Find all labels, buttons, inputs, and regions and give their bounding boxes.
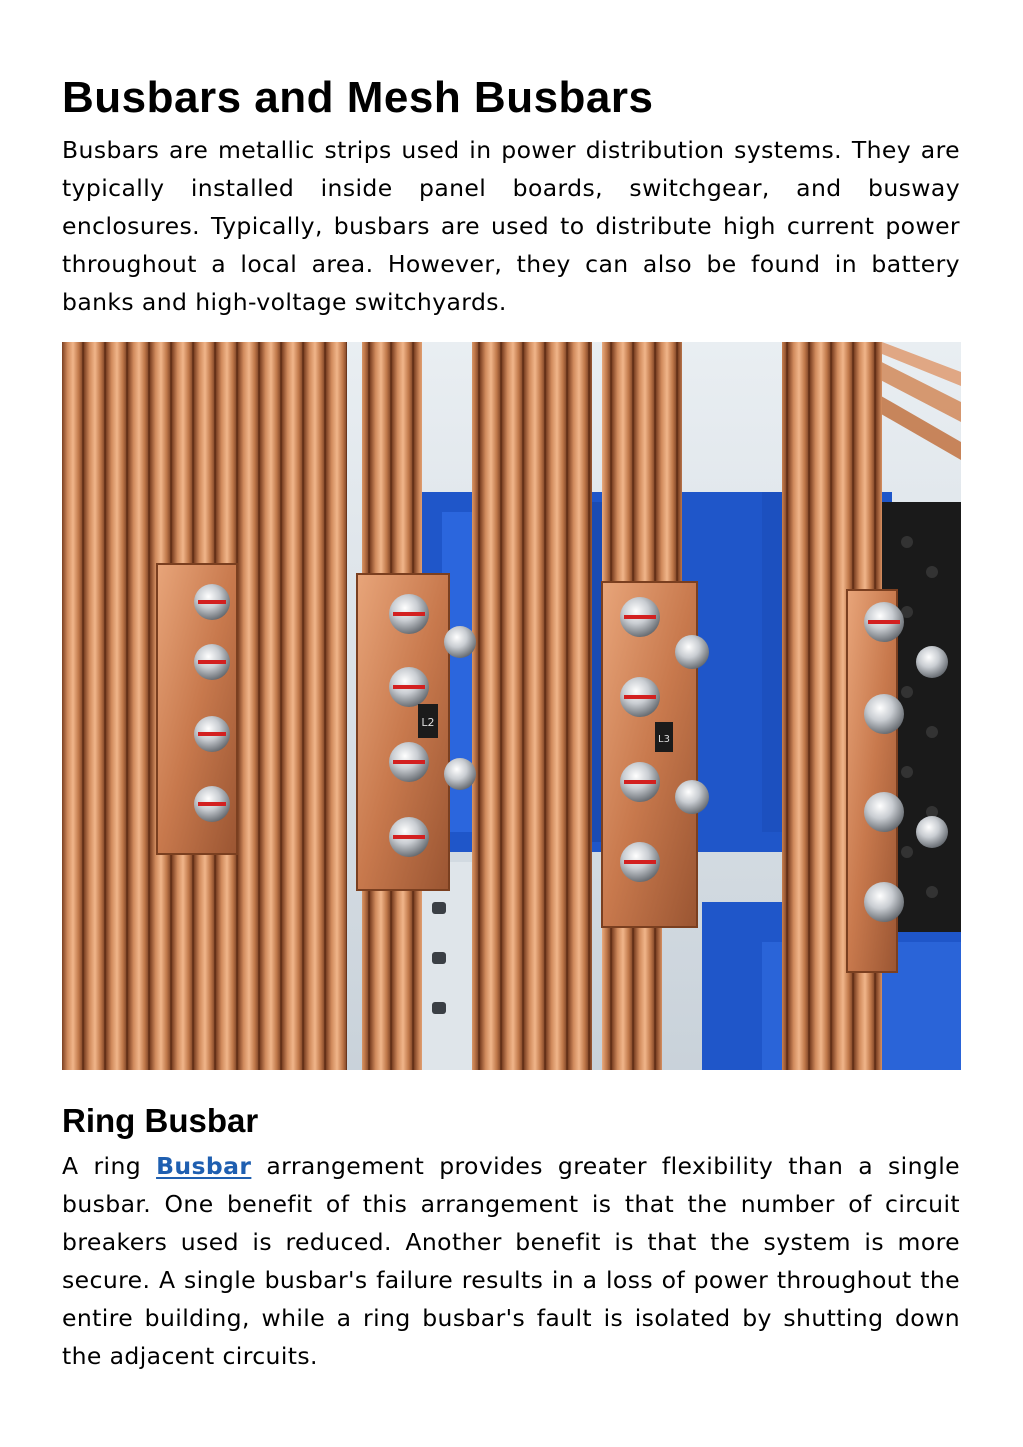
phase-label-l2: L2 [421,716,435,729]
ring-text-after-link: arrangement provides greater flexibility than a single busbar. One benefit of this arrangement is that the number of circuit breakers used is reduced. Another benefit is that the system is more secure. A single busbar's failure results in a loss of power throughout the entire building, while a ring busbar's fault is isolated by shutting down the adjacent circuits. [62,1152,960,1370]
ring-busbar-paragraph [62,1147,960,1375]
ring-text-before-link: A ring [62,1152,157,1180]
phase-label-l3: L3 [658,734,670,745]
intro-paragraph: Busbars are metallic strips used in power distribution systems. They are typically installed inside panel boards, switchgear, and busway enclosures. Typically, busbars are used to distribute high current power throughout a local area. However, they can also be found in battery banks and high-voltage switchyards. [62,136,960,316]
ring-busbar-heading: Ring Busbar [62,1102,259,1139]
busbar-photo-illustration [62,342,961,1070]
busbar-link[interactable]: Busbar [156,1152,252,1180]
page-title: Busbars and Mesh Busbars [62,73,654,122]
busbar-photo [62,342,961,1070]
